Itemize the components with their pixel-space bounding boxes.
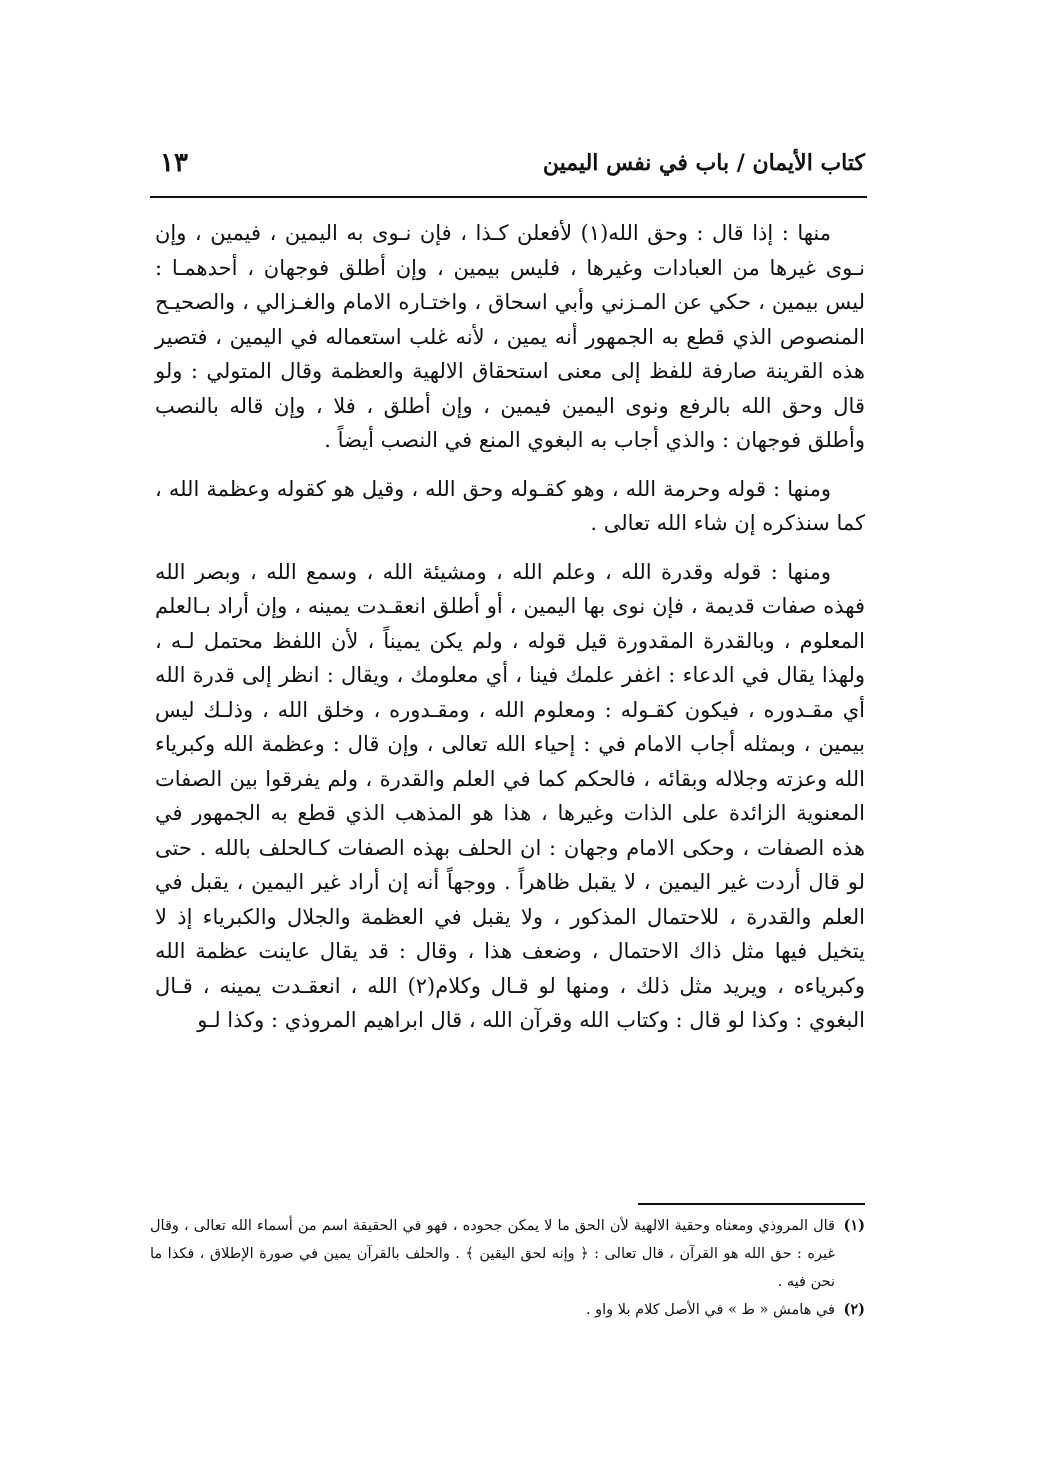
footnote-1	[150, 1212, 865, 1296]
paragraph-3: ومنها : قوله وقدرة الله ، وعلم الله ، ومشيئة الله ، وسمع الله ، وبصر الله فهذه صفات قديمة ، فإن نوى بها اليمين ، أو أطلق انعقـدت يمينه ، وإن أراد بـالعلم المعلوم ، وبالقدرة المقدورة قيل قوله ، ولم يكن يميناً ، لأن اللفظ محتمل لـه ، ولهذا يقال في الدعاء : اغفر علمك فينا ، أي معلومك ، ويقال : انظر إلى قدرة الله أي مقـدوره ، فيكون كقـوله : ومعلوم الله ، ومقـدوره ، وخلق الله ، وذلـك ليس بيمين ، وبمثله أجاب الامام في : إحياء الله تعالى ، وإن قال : وعظمة الله وكبرياء الله وعزته وجلاله وبقائه ، فالحكم كما في العلم والقدرة ، ولم يفرقوا بين الصفات المعنوية الزائدة على الذات وغيرها ، هذا هو المذهب الذي قطع به الجمهور في هذه الصفات ، وحكى الامام وجهان : ان الحلف بهذه الصفات كـالحلف بالله . حتى لو قال أردت غير اليمين ، لا يقبل ظاهراً . ووجهاً أنه إن أراد غير اليمين ، يقبل في العلم والقدرة ، للاحتمال المذكور ، ولا يقبل في العظمة والجلال والكبرياء إذ لا يتخيل فيها مثل ذاك الاحتمال ، وضعف هذا ، وقال : قد يقال عاينت عظمة الله وكبرياءه ، ويريد مثل ذلك ، ومنها لو قـال وكلام(٢) الله ، انعقـدت يمينه ، قـال البغوي : وكذا لو قال : وكتاب الله وقرآن الله ، قال ابراهيم المروذي : وكذا لـو	[155, 559, 865, 1032]
footnote-2-number: (٢)	[843, 1301, 865, 1318]
running-title: كتاب الأيمان / باب في نفس اليمين	[542, 150, 865, 176]
main-text	[155, 216, 865, 1052]
footnote-1-text: قال المروذي ومعناه وحقية الالهية لأن الحق ما لا يمكن جحوده ، فهو في الحقيقة اسم من أسماء الله تعالى ، وقال غيره : حق الله هو القرآن ، قال تعالى : ﴿ وإنه لحق اليقين ﴾ . والحلف بالقرآن يمين في صورة الإطلاق ، فكذا ما نحن فيه .	[150, 1218, 835, 1290]
footnotes	[150, 1212, 865, 1324]
footnote-2	[150, 1296, 865, 1324]
footnote-1-number: (١)	[843, 1217, 865, 1234]
footnote-2-text: في هامش « ط » في الأصل كلام بلا واو .	[585, 1302, 835, 1318]
header-divider	[150, 196, 867, 198]
paragraph-1: منها : إذا قال : وحق الله(١) لأفعلن كـذا ، فإن نـوى به اليمين ، فيمين ، وإن نـوى غيرها من العبادات وغيرها ، فليس بيمين ، وإن أطلق فوجهان ، أحدهمـا : ليس بيمين ، حكي عن المـزني وأبي اسحاق ، واختـاره الامام والغـزالي ، والصحيـح المنصوص الذي قطع به الجمهور أنه يمين ، لأنه غلب استعماله في اليمين ، فتصير هذه القرينة صارفة للفظ إلى معنى استحقاق الالهية والعظمة وقال المتولي : ولو قال وحق الله بالرفع ونوى اليمين فيمين ، وإن أطلق ، فلا ، وإن قاله بالنصب وأطلق فوجهان : والذي أجاب به البغوي المنع في النصب أيضاً .	[155, 221, 865, 452]
page-header	[160, 150, 865, 194]
page-number: ١٣	[160, 148, 188, 178]
paragraph-2: ومنها : قوله وحرمة الله ، وهو كقـوله وحق الله ، وقيل هو كقوله وعظمة الله ، كما سنذكره إن شاء الله تعالى .	[155, 476, 865, 535]
footnote-divider	[638, 1203, 865, 1205]
